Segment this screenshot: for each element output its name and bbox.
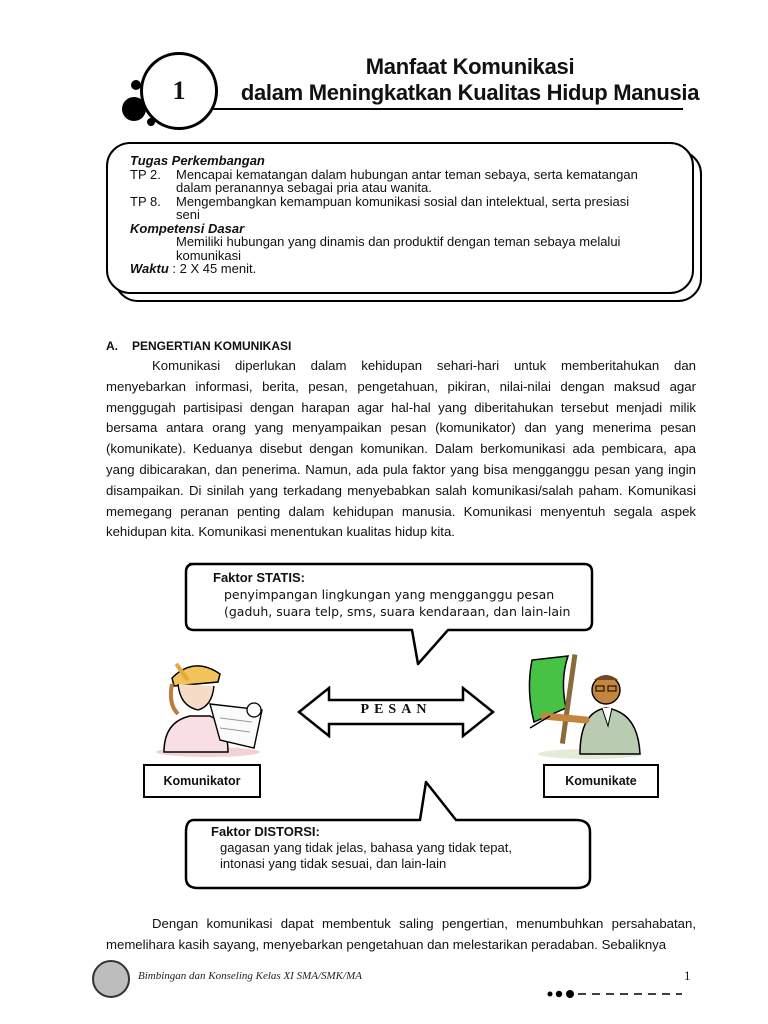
waktu-line [130, 262, 680, 276]
statis-text [213, 570, 593, 620]
footer-dotted-line [544, 988, 684, 1000]
section-paragraph: Komunikasi diperlukan dalam kehidupan sehari-hari untuk memberitahukan dan menyebarkan informasi, berita, pesan, pengetahuan, pikiran, nilai-nilai dengan maksud agar menggugah partisipasi dengan harapan agar hal-hal yang diberitahukan tersebut menjadi milik bersama antara orang yang menyampaikan pesan (komunikator) dan yang menerima pesan (komunikate). Keduanya disebut dengan komunikan. Dalam berkomunikasi ada pembicara, apa yang dibicarakan, dan penerima. Namun, ada pula faktor yang bisa mengganggu pesan yang ingin disampaikan. Di sinilah yang terkadang menyebabkan salah komunikasi/salah paham. Komunikasi memegang peranan penting dalam kehidupan manusia. Komunikasi menyentuh segala aspek kehidupan kita. Komunikasi menentukan kualitas hidup kita. [106, 358, 696, 540]
distorsi-line1: gagasan yang tidak jelas, bahasa yang tidak tepat, [220, 840, 512, 855]
section-heading [106, 339, 291, 353]
closing-paragraph: Dengan komunikasi dapat membentuk saling pengertian, menumbuhkan persahabatan, memelihara kasih sayang, menyebarkan pengetahuan dan melestarikan peradaban. Sebaliknya [106, 916, 696, 952]
section-letter: A. [106, 339, 118, 353]
statis-line1: penyimpangan lingkungan yang mengganggu pesan [224, 587, 555, 602]
waktu-label: Waktu [130, 261, 169, 276]
statis-line2: (gaduh, suara telp, sms, suara kendaraan, dan lain-lain [224, 604, 571, 619]
pesan-label: PESAN [360, 702, 432, 717]
kd-continuation: komunikasi [176, 247, 242, 263]
chapter-number: 1 [172, 76, 186, 105]
footer-circle [92, 960, 130, 998]
footer-text: Bimbingan dan Konseling Kelas XI SMA/SMK/MA [138, 970, 362, 982]
distorsi-label: Faktor DISTORSI: [211, 824, 320, 839]
tp8-text: Mengembangkan kemampuan komunikasi sosial dan intelektual, serta presiasi [176, 193, 630, 209]
komunikator-label: Komunikator [163, 774, 241, 788]
tp8-continuation: seni [176, 207, 200, 222]
tp2-continuation: dalam peranannya sebagai pria atau wanita. [176, 180, 432, 195]
chapter-number-badge [140, 52, 218, 130]
chapter-title-line2: dalam Meningkatkan Kualitas Hidup Manusia [240, 80, 700, 105]
waktu-value: : 2 X 45 menit. [168, 261, 257, 276]
kd-heading: Kompetensi Dasar [130, 220, 245, 236]
chapter-title-line1: Manfaat Komunikasi [365, 54, 575, 79]
tp2-number: TP 2. [130, 166, 161, 182]
tp2-text: Mencapai kematangan dalam hubungan antar teman sebaya, serta kematangan [176, 166, 638, 182]
kd-text: Memiliki hubungan yang dinamis dan produktif dengan teman sebaya melalui [176, 234, 621, 249]
distorsi-text [211, 824, 591, 872]
tugas-heading: Tugas Perkembangan [130, 153, 265, 168]
distorsi-line2: intonasi yang tidak sesuai, dan lain-lain [220, 856, 447, 871]
header-underline [205, 108, 683, 110]
tp8-line [130, 195, 680, 209]
page-number: 1 [684, 968, 691, 983]
statis-label: Faktor STATIS: [213, 570, 305, 585]
section-title: PENGERTIAN KOMUNIKASI [132, 339, 292, 353]
komunikate-label: Komunikate [565, 774, 637, 788]
tp2-line [130, 168, 680, 182]
tp8-number: TP 8. [130, 193, 161, 209]
info-box-content [130, 154, 680, 276]
